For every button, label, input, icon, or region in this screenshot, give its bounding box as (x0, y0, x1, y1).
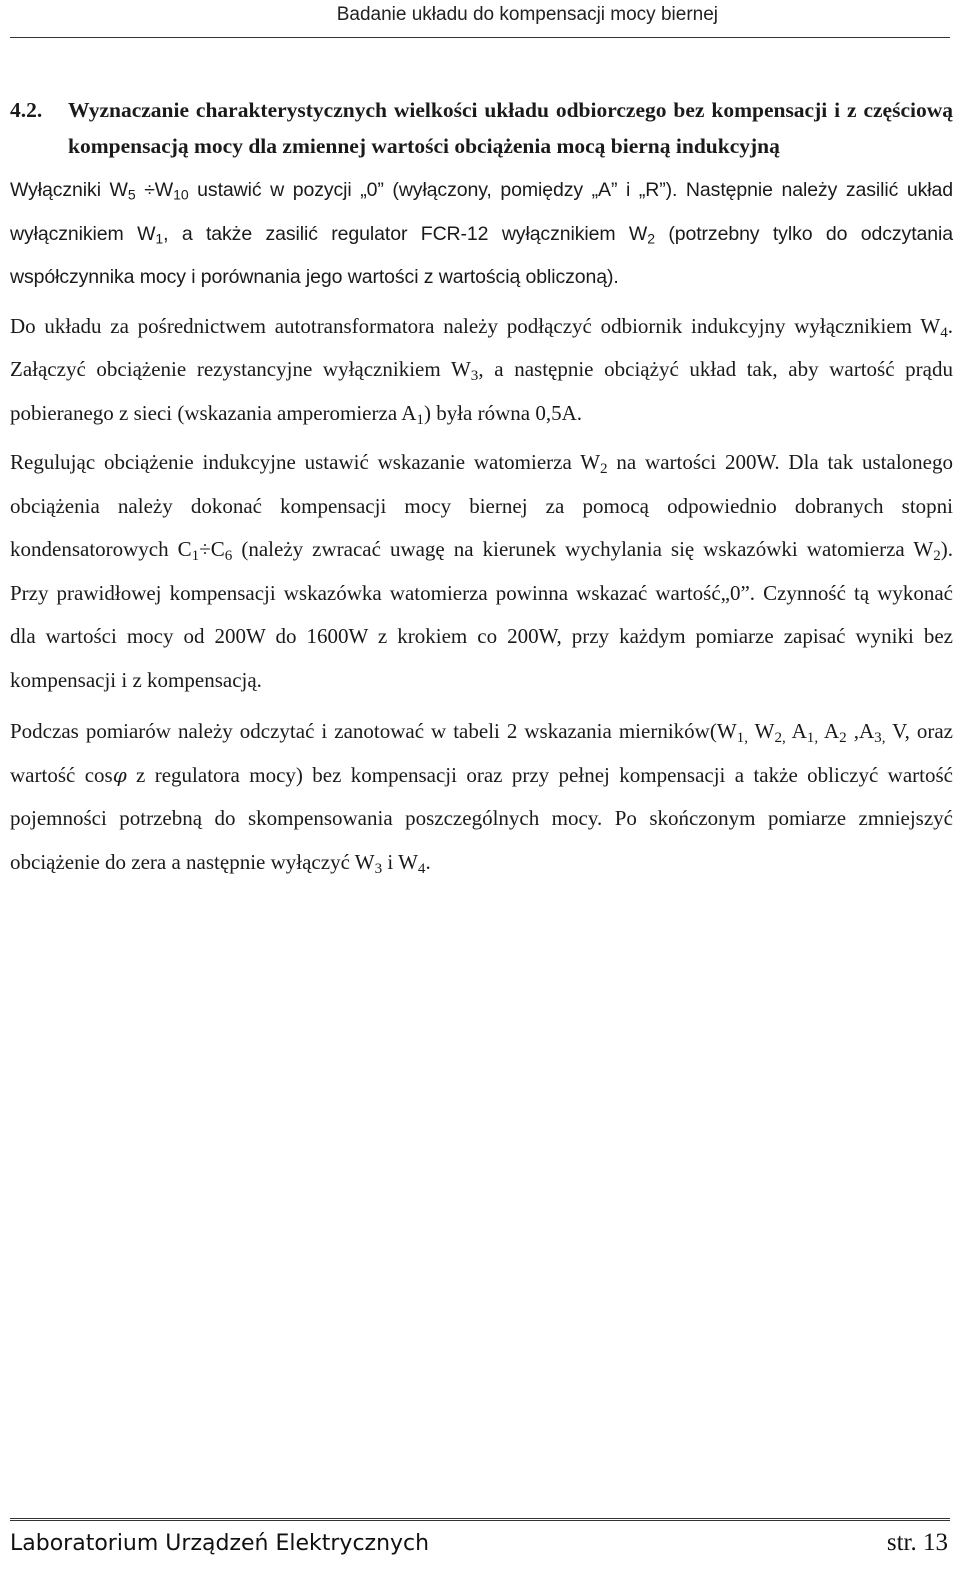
paragraph-switch-setup: Wyłączniki $W_5 \div W_{10}$ ustawić w pozycji „0” (wyłączony, pomiędzy „A” i „R”). Następnie należy zasilić układ wyłącznikiem $W_1$, a także zasilić regulator FCR-12 wyłącznikiem $W_2$ (potrzebny tylko do odczytania współczynnika mocy i porównania jego wartości z wartością obliczoną). (10, 179, 954, 288)
paragraph-compensation-procedure: Regulując obciążenie indukcyjne ustawić wskazanie watomierza $W_2$ na wartości 200W. Dla tak ustalonego obciążenia należy dokonać kompensacji mocy biernej za pomocą odpowiednio dobranych stopni kondensatorowych $C_1\div C_6$ (należy zwracać uwagę na kierunek wychylania się wskazówki watomierza $W_2$). Przy prawidłowej kompensacji wskazówka watomierza powinna wskazać wartość„0”. Czynność tą wykonać dla wartości mocy od 200W do 1600W z krokiem co 200W, przy każdym pomiarze zapisać wyniki bez kompensacji i z kompensacją. (10, 450, 953, 692)
page-number: str. 13 (886, 1529, 948, 1556)
running-header-title: Badanie układu do kompensacji mocy biernej (336, 4, 718, 25)
page-footer (0, 1518, 960, 1591)
header-rule (10, 37, 950, 38)
section-heading (10, 92, 953, 164)
footer-rule (10, 1518, 950, 1521)
section-title: Wyznaczanie charakterystycznych wielkości układu odbiorczego bez kompensacji i z częściową kompensacją mocy dla zmiennej wartości obciążenia mocą bierną indukcyjną (68, 98, 953, 158)
page-header (0, 0, 960, 60)
page-body (10, 92, 953, 884)
paragraph-measurement-recording: Podczas pomiarów należy odczytać i zanotować w tabeli 2 wskazania $mierników(W_{1,}$ $W_{2,}$ $A_{1,}$ $A_2$ $,A_{3,}$ V, oraz wartość cosφ z regulatora mocy) bez kompensacji oraz przy pełnej kompensacji a także obliczyć wartość pojemności potrzebną do skompensowania poszczególnych mocy. Po skończonym pomiarze zmniejszyć obciążenie do zera a następnie wyłączyć $W_3$ i $W_4$. (10, 719, 953, 877)
section-number: 4.2. (10, 98, 43, 122)
footer-lab-name: Laboratorium Urządzeń Elektrycznych (10, 1531, 430, 1556)
phi-symbol: φ (112, 762, 127, 787)
paragraph-load-connection: Do układu za pośrednictwem autotransformatora należy podłączyć odbiornik indukcyjny wyłącznikiem $W_4$. Załączyć obciążenie rezystancyjne wyłącznikiem $W_3$, a następnie obciążyć układ tak, aby wartość prądu pobieranego z sieci (wskazania amperomierza $A_1$) była równa 0,5A. (10, 313, 953, 428)
